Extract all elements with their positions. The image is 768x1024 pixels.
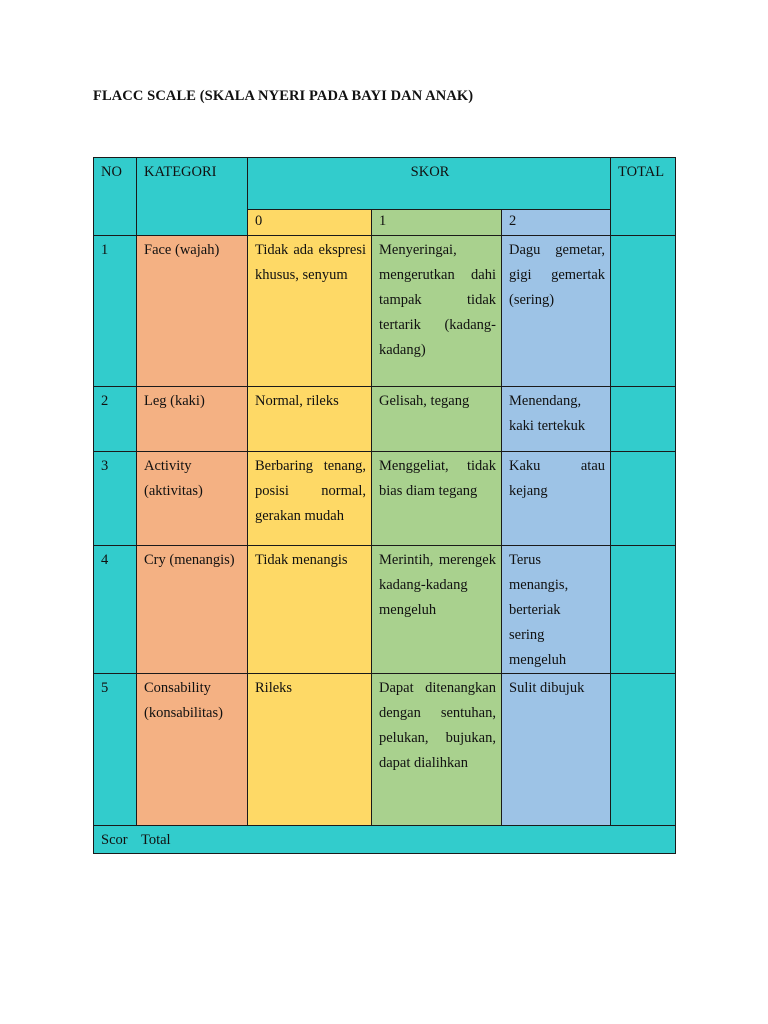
row-number: 2 bbox=[94, 387, 137, 452]
row-total-cell bbox=[611, 452, 676, 546]
row-category: Face (wajah) bbox=[137, 236, 248, 387]
row-number: 5 bbox=[94, 674, 137, 826]
score-0-description: Tidak ada ekspresi khusus, senyum bbox=[248, 236, 372, 387]
footer-score-total bbox=[94, 826, 676, 854]
row-total-cell bbox=[611, 546, 676, 674]
footer-total-label: Total bbox=[141, 832, 171, 848]
footer-scor-label: Scor bbox=[101, 832, 128, 848]
row-total-cell bbox=[611, 387, 676, 452]
row-number: 4 bbox=[94, 546, 137, 674]
row-number: 3 bbox=[94, 452, 137, 546]
document-title: FLACC SCALE (SKALA NYERI PADA BAYI DAN ANAK) bbox=[93, 88, 474, 104]
table-row bbox=[94, 674, 676, 826]
row-category: Activity (aktivitas) bbox=[137, 452, 248, 546]
row-total-cell bbox=[611, 236, 676, 387]
header-no: NO bbox=[94, 158, 137, 236]
score-header-1: 1 bbox=[372, 210, 502, 236]
score-2-description: Kaku atau kejang bbox=[502, 452, 611, 546]
score-0-description: Tidak menangis bbox=[248, 546, 372, 674]
row-total-cell bbox=[611, 674, 676, 826]
score-1-description: Dapat ditenangkan dengan sentuhan, pelukan, bujukan, dapat dialihkan bbox=[372, 674, 502, 826]
header-skor: SKOR bbox=[248, 158, 611, 210]
score-0-description: Normal, rileks bbox=[248, 387, 372, 452]
header-total: TOTAL bbox=[611, 158, 676, 236]
row-category: Cry (menangis) bbox=[137, 546, 248, 674]
table-row bbox=[94, 236, 676, 387]
score-2-description: Terus menangis, berteriak sering mengeluh bbox=[502, 546, 611, 674]
table-row bbox=[94, 387, 676, 452]
table-row bbox=[94, 546, 676, 674]
score-2-description: Menendang, kaki tertekuk bbox=[502, 387, 611, 452]
score-header-2: 2 bbox=[502, 210, 611, 236]
table-header-row bbox=[94, 158, 676, 210]
score-1-description: Menggeliat, tidak bias diam tegang bbox=[372, 452, 502, 546]
row-number: 1 bbox=[94, 236, 137, 387]
score-0-description: Berbaring tenang, posisi normal, gerakan mudah bbox=[248, 452, 372, 546]
flacc-scale-table bbox=[93, 157, 676, 854]
header-kategori: KATEGORI bbox=[137, 158, 248, 236]
score-header-0: 0 bbox=[248, 210, 372, 236]
row-category: Leg (kaki) bbox=[137, 387, 248, 452]
score-1-description: Merintih, merengek kadang-kadang mengeluh bbox=[372, 546, 502, 674]
score-1-description: Menyeringai, mengerutkan dahi tampak tidak tertarik (kadang-kadang) bbox=[372, 236, 502, 387]
table-row bbox=[94, 452, 676, 546]
score-2-description: Dagu gemetar, gigi gemertak (sering) bbox=[502, 236, 611, 387]
row-category: Consability (konsabilitas) bbox=[137, 674, 248, 826]
score-1-description: Gelisah, tegang bbox=[372, 387, 502, 452]
score-0-description: Rileks bbox=[248, 674, 372, 826]
table-footer-row bbox=[94, 826, 676, 854]
score-2-description: Sulit dibujuk bbox=[502, 674, 611, 826]
